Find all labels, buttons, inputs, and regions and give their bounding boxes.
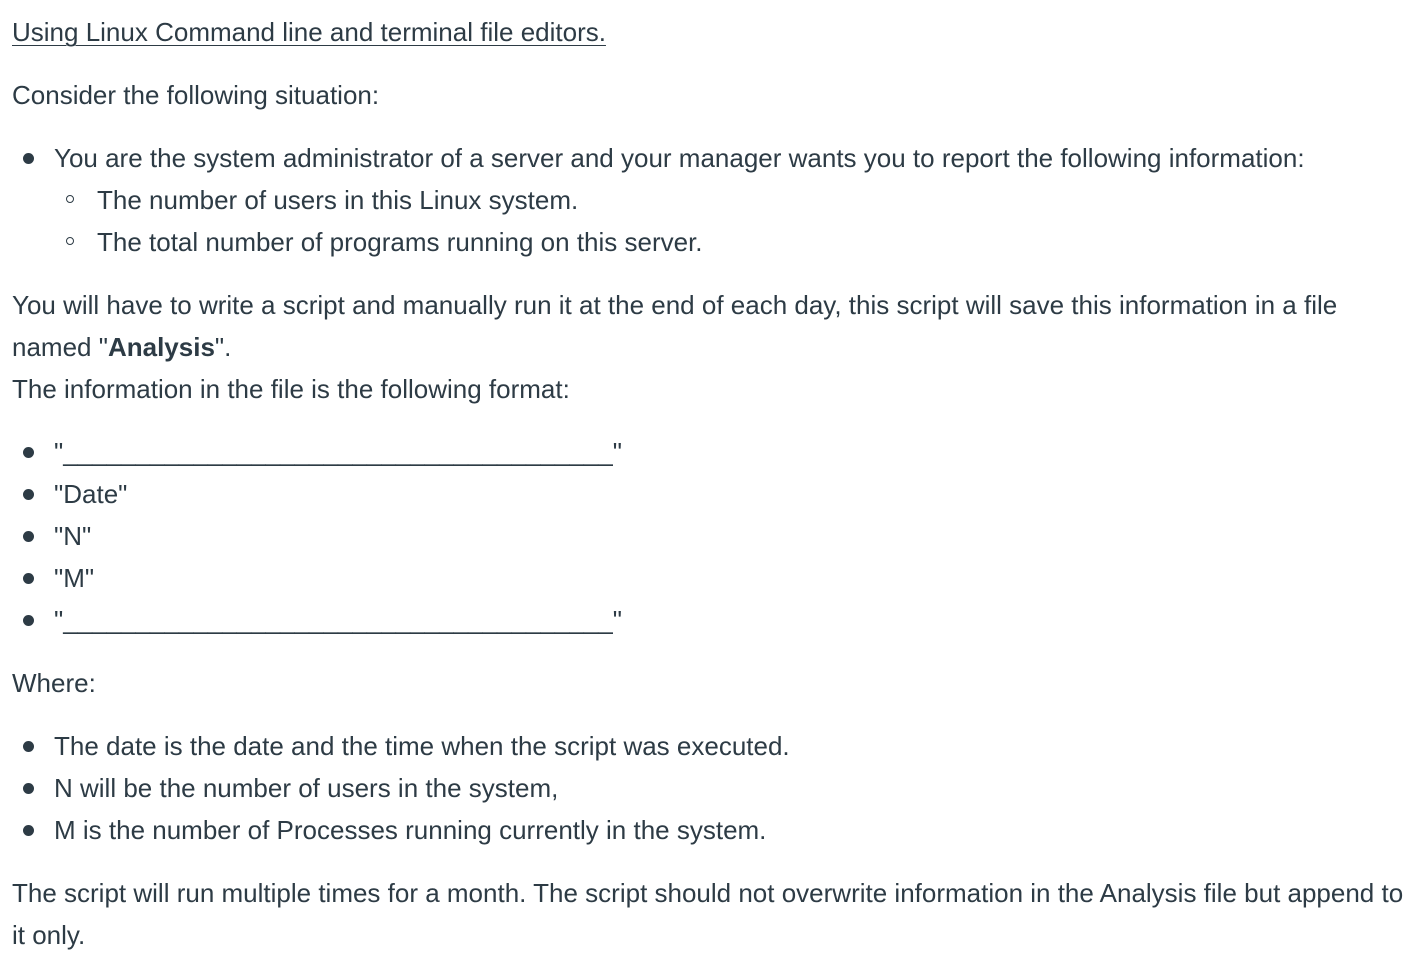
- list-item: "M": [54, 557, 1404, 599]
- where-list: [12, 725, 1404, 851]
- list-item: "Date": [54, 473, 1404, 515]
- list-item: The number of users in this Linux system.: [97, 179, 1404, 221]
- list-item: M is the number of Processes running currently in the system.: [54, 809, 1404, 851]
- intro-text: Consider the following situation:: [12, 80, 380, 110]
- analysis-filename: Analysis: [107, 332, 215, 362]
- script-text-part1: You will have to write a script and manually run it at the end of each day, this script will save this information in a file named ": [12, 290, 1338, 362]
- situation-main-text: You are the system administrator of a server and your manager wants you to report the following information:: [54, 143, 1305, 173]
- list-item: "N": [54, 515, 1404, 557]
- situation-sub-list: [54, 179, 1404, 263]
- format-list: [12, 431, 1404, 641]
- closing-paragraph: The script will run multiple times for a month. The script should not overwrite information in the Analysis file but append to it only.: [12, 878, 1404, 950]
- list-item: [54, 137, 1404, 263]
- list-item: N will be the number of users in the system,: [54, 767, 1404, 809]
- list-item: The total number of programs running on this server.: [97, 221, 1404, 263]
- format-intro-text: The information in the file is the following format:: [12, 374, 570, 404]
- page-heading: Using Linux Command line and terminal file editors.: [12, 17, 606, 47]
- list-item: "______________________________________": [54, 431, 1404, 473]
- list-item: "______________________________________": [54, 599, 1404, 641]
- script-paragraph: [12, 284, 1404, 368]
- situation-list: [12, 137, 1404, 263]
- script-text-part2: ".: [214, 332, 232, 362]
- where-label: Where:: [12, 668, 96, 698]
- list-item: The date is the date and the time when the script was executed.: [54, 725, 1404, 767]
